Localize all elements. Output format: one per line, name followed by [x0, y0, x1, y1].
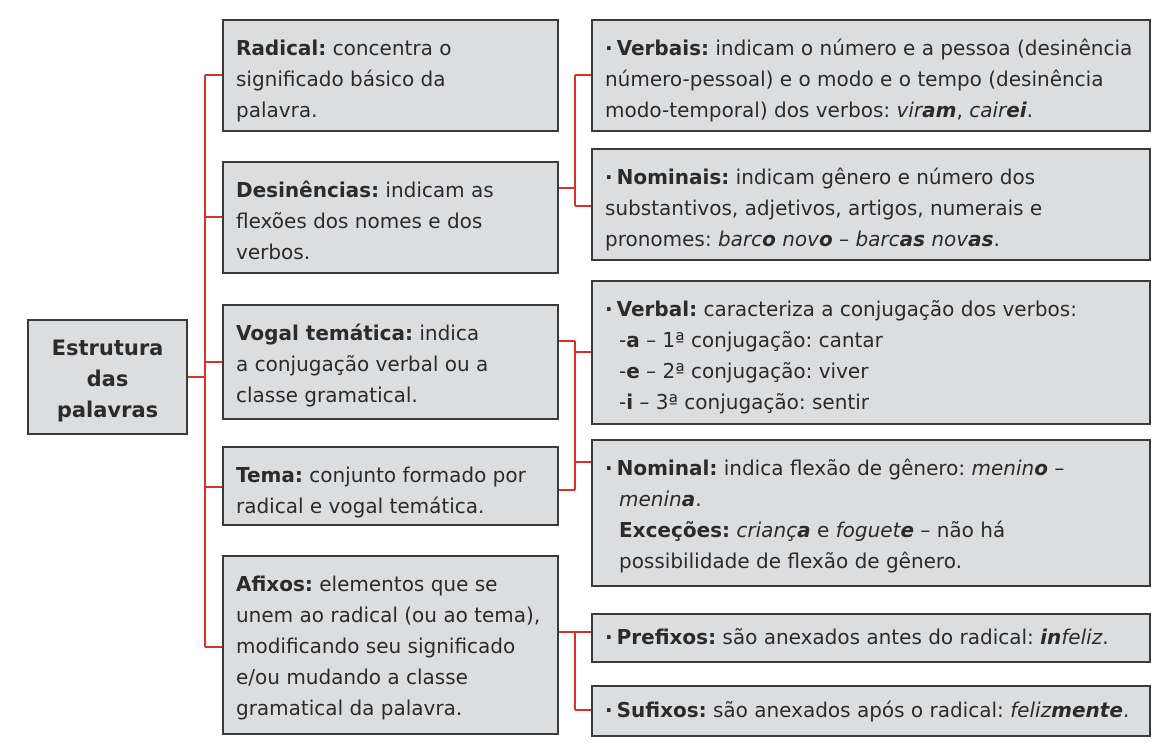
verbal-text-1: caracteriza a conjugação dos verbos:	[697, 297, 1077, 321]
nominal-dot: .	[695, 487, 702, 511]
verbais-term: Verbais:	[616, 36, 709, 60]
nominal-exc1-ending: a	[797, 518, 811, 542]
prefixos-end: .	[1102, 625, 1109, 649]
afixos-text-2: unem ao radical (ou ao tema),	[236, 603, 541, 627]
node-verbais	[591, 19, 1151, 132]
node-sufixos	[591, 685, 1151, 737]
radical-term: Radical:	[236, 36, 327, 60]
vogal-term: Vogal temática:	[236, 321, 413, 345]
verbais-example-2-ending: ei	[1006, 98, 1027, 122]
tema-text-2: radical e vogal temática.	[236, 494, 485, 518]
verbais-example-1-ending: am	[922, 98, 957, 122]
sufixos-term: Sufixos:	[616, 698, 707, 722]
bullet-icon: ·	[605, 297, 613, 321]
nominal-exc2-ending: e	[900, 518, 915, 542]
verbal-term: Verbal:	[616, 297, 698, 321]
root-node-estrutura-das-palavras	[27, 319, 188, 435]
nominal-term: Nominal:	[616, 456, 718, 480]
verbais-example-2-stem: cair	[969, 98, 1007, 122]
nominal-and: e	[810, 518, 836, 542]
nominais-ex3-ending: as	[899, 227, 926, 251]
nominais-text-3: pronomes:	[605, 227, 718, 251]
nominal-exceptions-term: Exceções:	[619, 518, 731, 542]
bullet-icon: ·	[605, 456, 613, 480]
prefixos-example-base: feliz	[1061, 625, 1103, 649]
sufixos-example-base: feliz	[1010, 698, 1052, 722]
radical-text-1: concentra o	[326, 36, 452, 60]
verbal-row-3-vowel: i	[626, 390, 634, 414]
root-line-2: das	[86, 367, 129, 391]
verbais-example-1-stem: vir	[896, 98, 923, 122]
node-prefixos	[591, 613, 1151, 663]
verbais-sep: ,	[956, 98, 970, 122]
verbais-text-1: indicam o número e a pessoa (desinência	[709, 36, 1133, 60]
bullet-icon: ·	[605, 165, 613, 189]
nominal-ex1-stem: menin	[971, 456, 1035, 480]
node-afixos	[222, 555, 559, 735]
desinencias-text-1: indicam as	[379, 178, 494, 202]
nominais-text-1: indicam gênero e número dos	[729, 165, 1036, 189]
bullet-icon: ·	[605, 36, 613, 60]
bullet-icon: ·	[605, 625, 613, 649]
verbal-row-1-hyphen: -	[619, 328, 627, 352]
desinencias-text-2: flexões dos nomes e dos	[236, 209, 483, 233]
verbal-row-3-text: – 3ª conjugação: sentir	[633, 390, 869, 414]
prefixos-example-prefix: in	[1040, 625, 1062, 649]
vogal-text-2: a conjugação verbal ou a	[236, 352, 489, 376]
nominais-ex1-stem: barc	[717, 227, 763, 251]
verbal-row-1-text: – 1ª conjugação: cantar	[639, 328, 883, 352]
tema-text-1: conjunto formado por	[302, 463, 526, 487]
node-radical	[222, 19, 559, 132]
afixos-text-4: e/ou mudando a classe	[236, 665, 468, 689]
nominais-ex2-ending: o	[818, 227, 833, 251]
nominais-ex4-ending: as	[968, 227, 994, 251]
nominais-dash: –	[832, 227, 856, 251]
sufixos-text: são anexados após o radical:	[706, 698, 1011, 722]
afixos-text-3: modificando seu significado	[236, 634, 516, 658]
root-line-1: Estrutura	[51, 336, 164, 360]
vogal-text-1: indica	[412, 321, 480, 345]
vogal-text-3: classe gramatical.	[236, 383, 418, 407]
prefixos-term: Prefixos:	[616, 625, 717, 649]
afixos-term: Afixos:	[236, 572, 313, 596]
node-tema	[222, 446, 559, 526]
nominal-rest: – não há	[914, 518, 1006, 542]
verbal-row-2-vowel: e	[626, 359, 640, 383]
nominais-ex2-stem: nov	[782, 227, 819, 251]
node-vogal-tematica	[222, 304, 559, 420]
node-nominais	[591, 148, 1151, 261]
radical-text-2: significado básico da	[236, 67, 446, 91]
sufixos-end: .	[1122, 698, 1130, 722]
bullet-icon: ·	[605, 698, 613, 722]
verbais-text-2: número-pessoal) e o modo e o tempo (desinência	[605, 67, 1104, 91]
nominal-exc2-stem: foguet	[835, 518, 901, 542]
verbais-end: .	[1026, 98, 1034, 122]
node-desinencias	[222, 161, 559, 274]
afixos-text-5: gramatical da palavra.	[236, 696, 463, 720]
node-nominal	[591, 439, 1151, 587]
nominal-text-4: possibilidade de flexão de gênero.	[619, 549, 962, 573]
verbais-text-3: modo-temporal) dos verbos:	[605, 98, 897, 122]
node-verbal	[591, 280, 1151, 425]
nominais-ex1-ending: o	[762, 227, 776, 251]
prefixos-text: são anexados antes do radical:	[716, 625, 1041, 649]
root-line-3: palavras	[56, 398, 159, 422]
afixos-text-1: elementos que se	[312, 572, 498, 596]
verbal-row-3-hyphen: -	[619, 390, 627, 414]
verbal-row-2-text: – 2ª conjugação: viver	[639, 359, 869, 383]
nominais-end: .	[993, 227, 1000, 251]
desinencias-term: Desinências:	[236, 178, 380, 202]
verbal-row-2-hyphen: -	[619, 359, 627, 383]
nominal-exc1-stem: crianç	[736, 518, 798, 542]
nominal-text-1: indica flexão de gênero:	[717, 456, 972, 480]
nominais-text-2: substantivos, adjetivos, artigos, numerais e	[605, 196, 1043, 220]
nominal-dash: –	[1047, 456, 1065, 480]
tema-term: Tema:	[236, 463, 303, 487]
nominais-term: Nominais:	[616, 165, 730, 189]
radical-text-3: palavra.	[236, 98, 318, 122]
nominais-ex4-stem: nov	[931, 227, 969, 251]
verbal-row-1-vowel: a	[626, 328, 640, 352]
nominais-ex3-stem: barc	[855, 227, 900, 251]
nominal-ex2-stem: menin	[619, 487, 682, 511]
desinencias-text-3: verbos.	[236, 240, 311, 264]
nominal-ex2-ending: a	[681, 487, 696, 511]
sufixos-example-suffix: mente	[1051, 698, 1123, 722]
nominal-ex1-ending: o	[1034, 456, 1048, 480]
